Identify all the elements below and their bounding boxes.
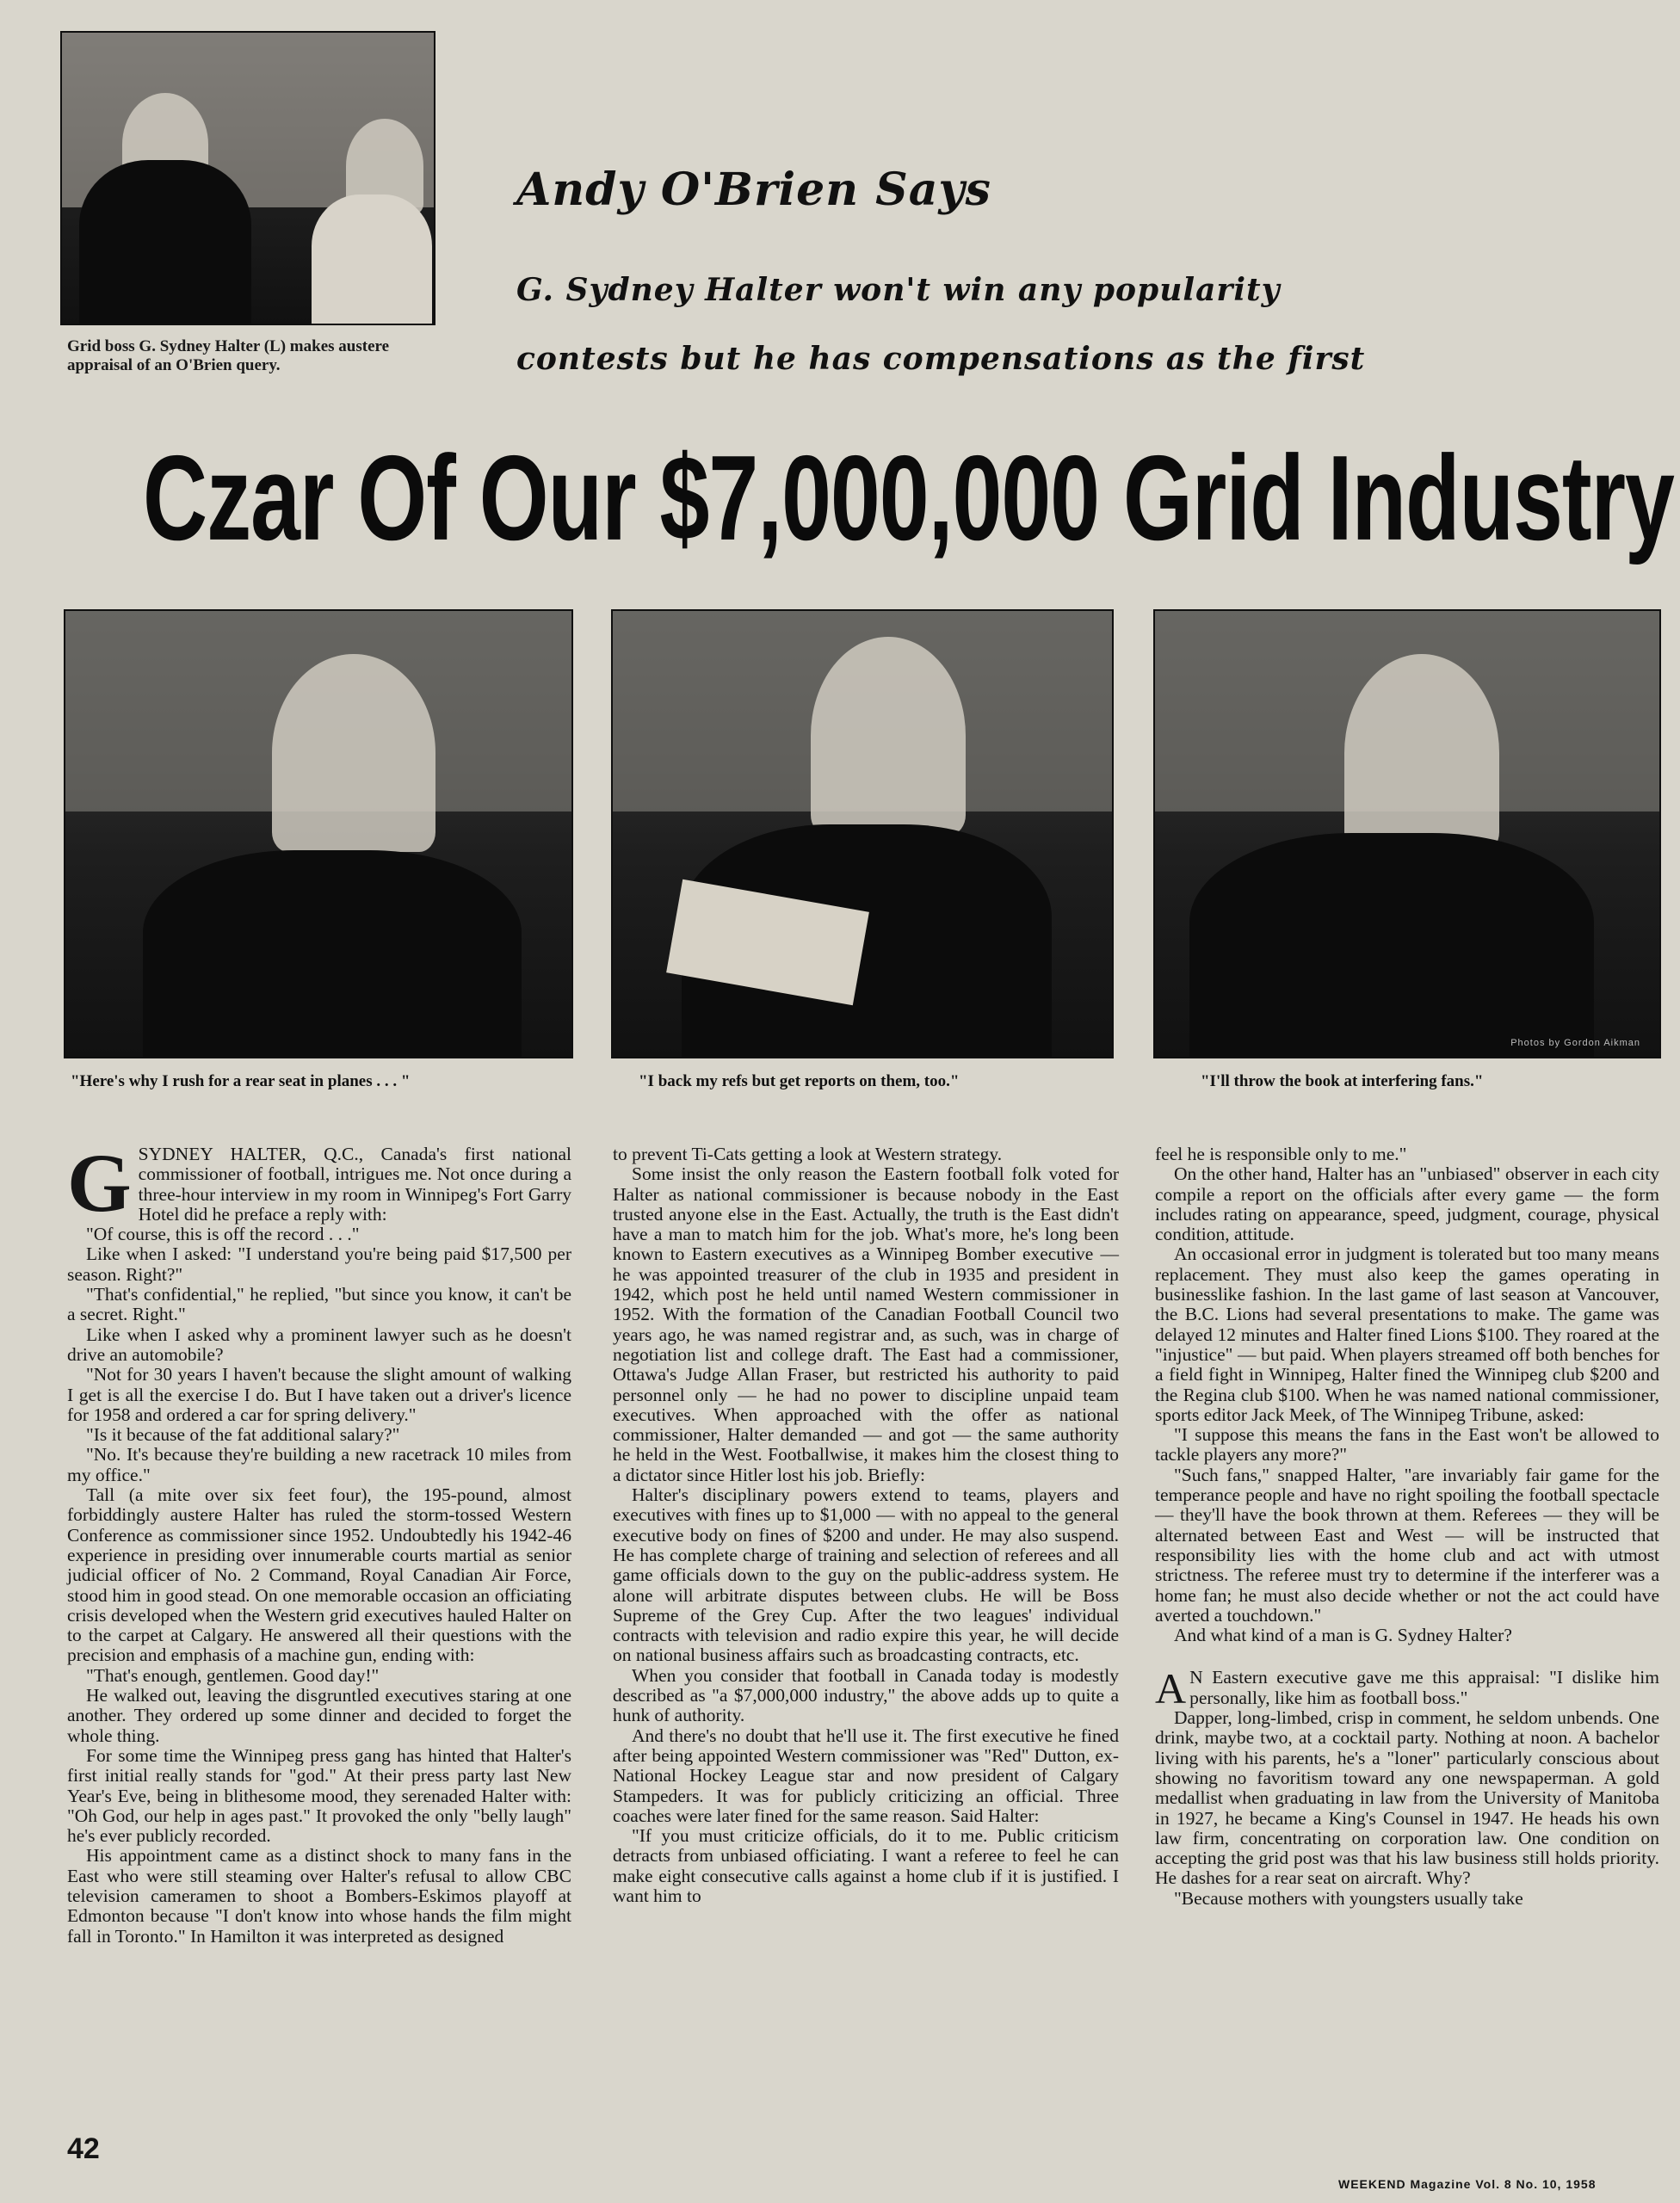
- paragraph: "Is it because of the fat additional salary?": [86, 1424, 400, 1446]
- paragraph: Halter's disciplinary powers extend to teams, players and executives with fines up to $1,000 — with no appeal to the general executive body on fines of $200 and under. He may also suspend. He has complete charge of training and selection of referees and all game officials down to the guy on the public-address system. He alone will arbitrate disputes between clubs. He will be Boss Supreme of the Grey Cup. After the two leagues' individual contracts with television and radio expire this year, he will decide on national business affairs such as broadcasting contracts, etc.: [613, 1484, 1119, 1666]
- paragraph: feel he is responsible only to me.": [1155, 1144, 1407, 1164]
- paragraph: He walked out, leaving the disgruntled executives staring at one another. They ordered up some dinner and decided to forget the whole thing.: [67, 1685, 571, 1746]
- paragraph: Some insist the only reason the Eastern football folk voted for Halter as national commissioner is because nobody in the East trusted anyone else in the East. Actually, the truth is the East didn't have a man to match him for the job. What's more, he's long been known to Eastern executives as a Winnipeg Bomber executive — he was appointed treasurer of the club in 1935 and president in 1942, which post he held until named Western commissioner in 1952. With the formation of the Canadian Football Council two years ago, he was named registrar and, as such, was in charge of negotiation list and college draft. The East had a commissioner, Ottawa's Judge Allan Fraser, but restricted his authority to paid personnel only — he had no power to discipline unpaid team executives. When approached with the offer as national commissioner, Halter demanded — and got — the same authority he held in the West. Footballwise, it makes him the closest thing to a dictator since Hitler lost his job. Briefly:: [613, 1163, 1119, 1485]
- paragraph: "That's enough, gentlemen. Good day!": [86, 1664, 380, 1686]
- photo-2-caption: "I back my refs but get reports on them, too.": [639, 1072, 960, 1090]
- paragraph: "I suppose this means the fans in the East won't be allowed to tackle players any more?": [1155, 1424, 1659, 1466]
- photo-1: [64, 609, 573, 1058]
- headline: Czar Of Our $7,000,000 Grid Industry: [143, 431, 1674, 566]
- paragraph: An occasional error in judgment is tolerated but too many means replacement. They must also keep the games operating in businesslike fashion. In the last game of last season at Vancouver, the B.C. Lions had several presentations to make. The game was delayed 12 minutes and Halter fined Lions $100. They roared at the "injustice" — but paid. When players streamed off both benches for a field fight in Winnipeg, Halter fined the Winnipeg club $200 and the Regina club $100. When he was named national commissioner, sports editor Jack Meek, of The Winnipeg Tribune, asked:: [1155, 1243, 1659, 1425]
- deck-line-2: contests but he has compensations as the first: [516, 341, 1366, 377]
- paragraph: SYDNEY HALTER, Q.C., Canada's first national commissioner of football, intrigues me. Not once during a three-hour interview in my room in Winnipeg's Fort Garry Hotel did he preface a reply with:: [138, 1144, 571, 1225]
- article-column-3: [1155, 1145, 1659, 1909]
- paragraph: "Not for 30 years I haven't because the slight amount of walking I get is all the exercise I do. But I have taken out a driver's licence for 1958 and ordered a car for spring delivery.": [67, 1364, 571, 1425]
- photo-3-caption: "I'll throw the book at interfering fans.": [1201, 1072, 1484, 1090]
- inset-suit-left: [79, 160, 251, 324]
- inset-caption: Grid boss G. Sydney Halter (L) makes austere appraisal of an O'Brien query.: [67, 337, 390, 374]
- magazine-footer: WEEKEND Magazine Vol. 8 No. 10, 1958: [1338, 2177, 1597, 2191]
- photo-1-suit: [143, 850, 522, 1057]
- byline: Andy O'Brien Says: [516, 164, 991, 216]
- inset-photo: [60, 31, 435, 325]
- photo-3: [1153, 609, 1661, 1058]
- page-number: 42: [67, 2132, 100, 2165]
- paragraph: And what kind of a man is G. Sydney Halter?: [1174, 1625, 1512, 1646]
- paragraph: "That's confidential," he replied, "but since you know, it can't be a secret. Right.": [67, 1284, 571, 1325]
- article-column-2: [613, 1145, 1119, 1906]
- paragraph: "Because mothers with youngsters usually take: [1174, 1887, 1523, 1909]
- photo-credit: Photos by Gordon Aikman: [1510, 1038, 1640, 1048]
- deck-line-1: G. Sydney Halter won't win any popularity: [516, 272, 1281, 308]
- inset-suit-right: [312, 194, 432, 324]
- paragraph: On the other hand, Halter has an "unbiased" observer in each city compile a report on the officials after every game — the form includes rating on appearance, speed, judgment, courage, physical condition, attitude.: [1155, 1163, 1659, 1245]
- paragraph: And there's no doubt that he'll use it. The first executive he fined after being appointed Western commissioner was "Red" Dutton, ex-National Hockey League star and now president of Calgary Stampeders. It was for publicly criticizing an official. Three coaches were later fined for the same reason. Said Halter:: [613, 1725, 1119, 1826]
- photo-2-face: [811, 637, 966, 835]
- photo-1-face: [272, 654, 435, 852]
- paragraph: "Such fans," snapped Halter, "are invariably fair game for the temperance people and have no right spoiling the football spectacle — they'll have the book thrown at them. Referees — they will be alternated between East and West — will be instructed that responsibility lies with the home club and act with utmost strictness. The referee must try to determine if the interferer was a home fan; he must also decide whether or not the act could have averted a touchdown.": [1155, 1464, 1659, 1626]
- photo-1-caption: "Here's why I rush for a rear seat in planes . . . ": [71, 1072, 411, 1090]
- paragraph: "If you must criticize officials, do it to me. Public criticism detracts from unbiased officiating. I want a referee to feel he can make eight consecutive calls against a home club if it is justified. I want him to: [613, 1825, 1119, 1906]
- paragraph: His appointment came as a distinct shock to many fans in the East who were still steaming over Halter's refusal to allow CBC television cameramen to shoot a Bombers-Eskimos playoff at Edmonton because "I don't know into whose hands the film might fall in Toronto." In Hamilton it was interpreted as designed: [67, 1845, 571, 1947]
- photo-3-face: [1344, 654, 1499, 852]
- paragraph: "Of course, this is off the record . . .": [86, 1224, 360, 1245]
- paragraph: "No. It's because they're building a new racetrack 10 miles from my office.": [67, 1444, 571, 1485]
- paragraph: For some time the Winnipeg press gang has hinted that Halter's first initial really stands for "god." At their press party last New Year's Eve, being in blithesome mood, they serenaded Halter with: "Oh God, our help in ages past." It provoked the only "belly laugh" he's ever publicly recorded.: [67, 1744, 571, 1847]
- paragraph: Tall (a mite over six feet four), the 195-pound, almost forbiddingly austere Halter has ruled the storm-tossed Western Conference as commissioner since 1952. Undoubtedly his 1942-46 experience in presiding over innumerable courts martial as senior judicial officer of No. 2 Command, Royal Canadian Air Force, stood him in good stead. On one memorable occasion an officiating crisis developed when the Western grid executives hauled Halter on to the carpet at Calgary. He answered all their questions with the precision and emphasis of a machine gun, ending with:: [67, 1484, 571, 1666]
- article-dropcap: G: [67, 1137, 132, 1229]
- paragraph: N Eastern executive gave me this appraisal: "I dislike him personally, like him as football boss.": [1189, 1667, 1659, 1708]
- paragraph: When you consider that football in Canada today is modestly described as "a $7,000,000 industry," the above adds up to quite a hunk of authority.: [613, 1664, 1119, 1726]
- paragraph: Like when I asked why a prominent lawyer such as he doesn't drive an automobile?: [67, 1324, 571, 1365]
- paragraph: to prevent Ti-Cats getting a look at Western strategy.: [613, 1144, 1003, 1164]
- photo-2: [611, 609, 1114, 1058]
- section-dropcap: A: [1155, 1664, 1187, 1713]
- paragraph: Like when I asked: "I understand you're being paid $17,500 per season. Right?": [67, 1243, 571, 1285]
- photo-3-suit: [1189, 833, 1594, 1057]
- article-column-1: [67, 1137, 571, 1947]
- paragraph: Dapper, long-limbed, crisp in comment, he seldom unbends. One drink, maybe two, at a cocktail party. Nothing at noon. A bachelor living with his parents, he's a "loner" particularly conscious about showing no favoritism toward any one newspaperman. A gold medallist when graduating in law from the University of Manitoba in 1927, he became a King's Counsel in 1947. He heads his own law firm, concentrating on corporation law. One condition on accepting the grid post was that his law business still holds priority. He dashes for a rear seat on aircraft. Why?: [1155, 1707, 1659, 1889]
